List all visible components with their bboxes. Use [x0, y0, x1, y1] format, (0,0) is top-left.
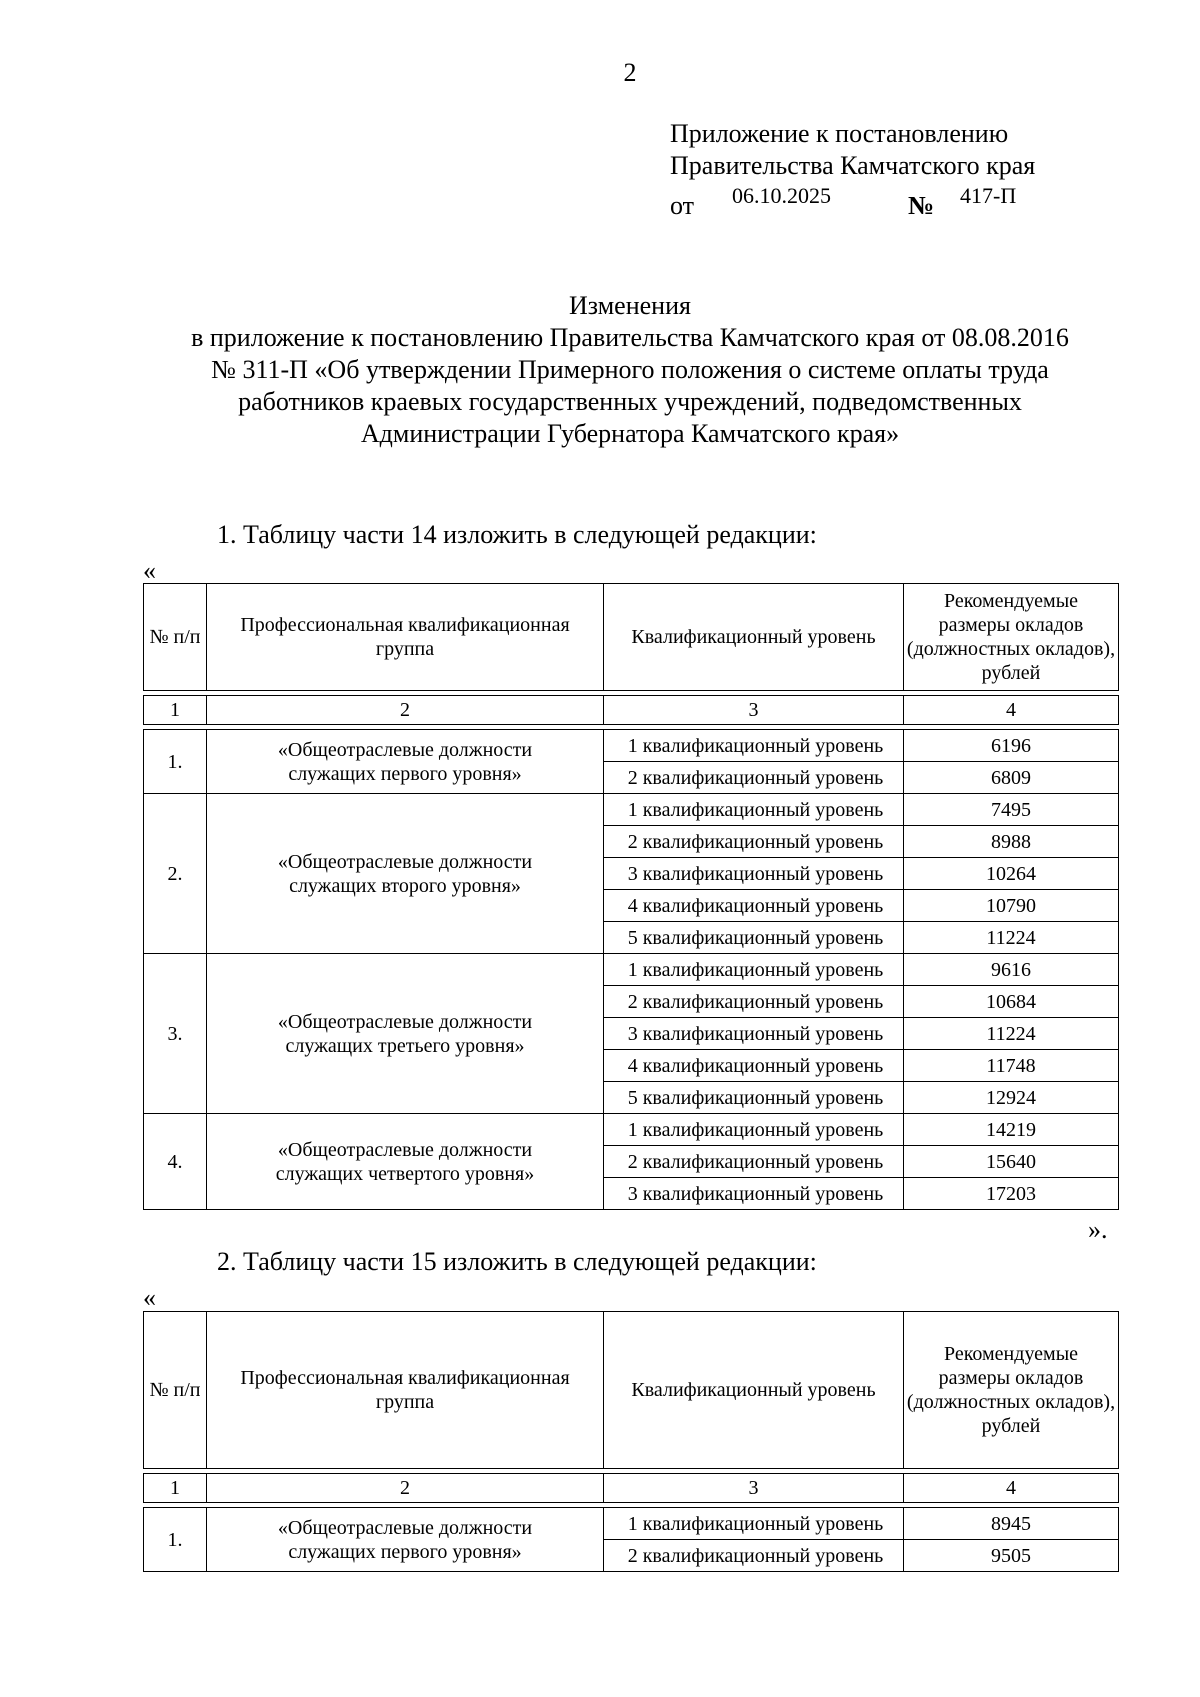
- group-number-cell: 1.: [144, 1508, 207, 1572]
- group-number-cell: 4.: [144, 1114, 207, 1210]
- group-name-cell: «Общеотраслевые должности служащих второго уровня»: [207, 794, 604, 954]
- section-2-heading: 2. Таблицу части 15 изложить в следующей редакции:: [217, 1247, 817, 1276]
- header-group-cell: Профессиональная квалификационная группа: [207, 1312, 604, 1469]
- salary-cell: 9505: [904, 1540, 1119, 1572]
- section-1-heading: 1. Таблицу части 14 изложить в следующей редакции:: [217, 520, 817, 549]
- column-number-row: [144, 696, 1119, 725]
- date-prefix: от: [670, 191, 695, 220]
- salary-cell: 17203: [904, 1178, 1119, 1210]
- qualification-level-cell: 3 квалификационный уровень: [604, 1018, 904, 1050]
- resolution-date: 06.10.2025: [732, 183, 831, 208]
- table-row: [144, 954, 1119, 986]
- appendix-meta: [670, 182, 1035, 222]
- section-1-close-quote: ».: [1088, 1215, 1108, 1244]
- column-number-cell: 1: [144, 696, 207, 725]
- title-line-1: Изменения: [569, 291, 691, 320]
- qualification-level-cell: 5 квалификационный уровень: [604, 922, 904, 954]
- salary-cell: 14219: [904, 1114, 1119, 1146]
- resolution-number: 417-П: [960, 183, 1017, 208]
- section-1-open-quote: «: [143, 556, 156, 585]
- salary-table-part-15: [143, 1311, 1119, 1572]
- appendix-line-2: Правительства Камчатского края: [670, 151, 1036, 180]
- salary-cell: 15640: [904, 1146, 1119, 1178]
- qualification-level-cell: 2 квалификационный уровень: [604, 1146, 904, 1178]
- group-number-cell: 3.: [144, 954, 207, 1114]
- column-number-cell: 4: [904, 1474, 1119, 1503]
- qualification-level-cell: 5 квалификационный уровень: [604, 1082, 904, 1114]
- table-row: [144, 730, 1119, 762]
- salary-cell: 10264: [904, 858, 1119, 890]
- column-number-cell: 2: [207, 696, 604, 725]
- qualification-level-cell: 4 квалификационный уровень: [604, 890, 904, 922]
- table-row: [144, 794, 1119, 826]
- appendix-block: [670, 118, 1035, 222]
- title-line-2: в приложение к постановлению Правительства Камчатского края от 08.08.2016: [191, 323, 1069, 352]
- salary-cell: 7495: [904, 794, 1119, 826]
- appendix-line-1: Приложение к постановлению: [670, 119, 1009, 148]
- qualification-level-cell: 1 квалификационный уровень: [604, 954, 904, 986]
- header-salary-cell: Рекомендуемые размеры окладов (должностных окладов), рублей: [904, 584, 1119, 691]
- qualification-level-cell: 2 квалификационный уровень: [604, 986, 904, 1018]
- qualification-level-cell: 2 квалификационный уровень: [604, 1540, 904, 1572]
- qualification-level-cell: 2 квалификационный уровень: [604, 762, 904, 794]
- salary-cell: 6809: [904, 762, 1119, 794]
- header-salary-cell: Рекомендуемые размеры окладов (должностных окладов), рублей: [904, 1312, 1119, 1469]
- section-2-open-quote: «: [143, 1283, 156, 1312]
- title-line-5: Администрации Губернатора Камчатского края»: [360, 419, 900, 448]
- salary-cell: 9616: [904, 954, 1119, 986]
- group-name-cell: «Общеотраслевые должности служащих первого уровня»: [207, 730, 604, 794]
- column-number-cell: 3: [604, 1474, 904, 1503]
- document-title: [0, 290, 1200, 450]
- column-number-cell: 1: [144, 1474, 207, 1503]
- salary-cell: 10790: [904, 890, 1119, 922]
- salary-cell: 12924: [904, 1082, 1119, 1114]
- group-number-cell: 2.: [144, 794, 207, 954]
- table-row: [144, 1508, 1119, 1540]
- salary-cell: 10684: [904, 986, 1119, 1018]
- qualification-level-cell: 3 квалификационный уровень: [604, 858, 904, 890]
- title-line-3: № 311-П «Об утверждении Примерного положения о системе оплаты труда: [211, 355, 1049, 384]
- column-number-cell: 2: [207, 1474, 604, 1503]
- header-num-cell: № п/п: [144, 1312, 207, 1469]
- qualification-level-cell: 1 квалификационный уровень: [604, 1114, 904, 1146]
- page-number: 2: [623, 58, 637, 87]
- salary-cell: 11224: [904, 1018, 1119, 1050]
- group-name-cell: «Общеотраслевые должности служащих четвертого уровня»: [207, 1114, 604, 1210]
- salary-cell: 8988: [904, 826, 1119, 858]
- salary-cell: 8945: [904, 1508, 1119, 1540]
- qualification-level-cell: 1 квалификационный уровень: [604, 1508, 904, 1540]
- column-number-row: [144, 1474, 1119, 1503]
- salary-cell: 11748: [904, 1050, 1119, 1082]
- group-name-cell: «Общеотраслевые должности служащих третьего уровня»: [207, 954, 604, 1114]
- header-group-cell: Профессиональная квалификационная группа: [207, 584, 604, 691]
- column-number-cell: 4: [904, 696, 1119, 725]
- salary-cell: 11224: [904, 922, 1119, 954]
- title-line-4: работников краевых государственных учреждений, подведомственных: [238, 387, 1022, 416]
- header-level-cell: Квалификационный уровень: [604, 1312, 904, 1469]
- column-number-cell: 3: [604, 696, 904, 725]
- group-name-cell: «Общеотраслевые должности служащих первого уровня»: [207, 1508, 604, 1572]
- qualification-level-cell: 4 квалификационный уровень: [604, 1050, 904, 1082]
- header-num-cell: № п/п: [144, 584, 207, 691]
- group-number-cell: 1.: [144, 730, 207, 794]
- number-sign: №: [908, 191, 935, 220]
- header-level-cell: Квалификационный уровень: [604, 584, 904, 691]
- qualification-level-cell: 2 квалификационный уровень: [604, 826, 904, 858]
- salary-cell: 6196: [904, 730, 1119, 762]
- qualification-level-cell: 1 квалификационный уровень: [604, 730, 904, 762]
- salary-table-part-14: [143, 583, 1119, 1210]
- table-header-row: [144, 1312, 1119, 1469]
- table-row: [144, 1114, 1119, 1146]
- qualification-level-cell: 3 квалификационный уровень: [604, 1178, 904, 1210]
- qualification-level-cell: 1 квалификационный уровень: [604, 794, 904, 826]
- table-header-row: [144, 584, 1119, 691]
